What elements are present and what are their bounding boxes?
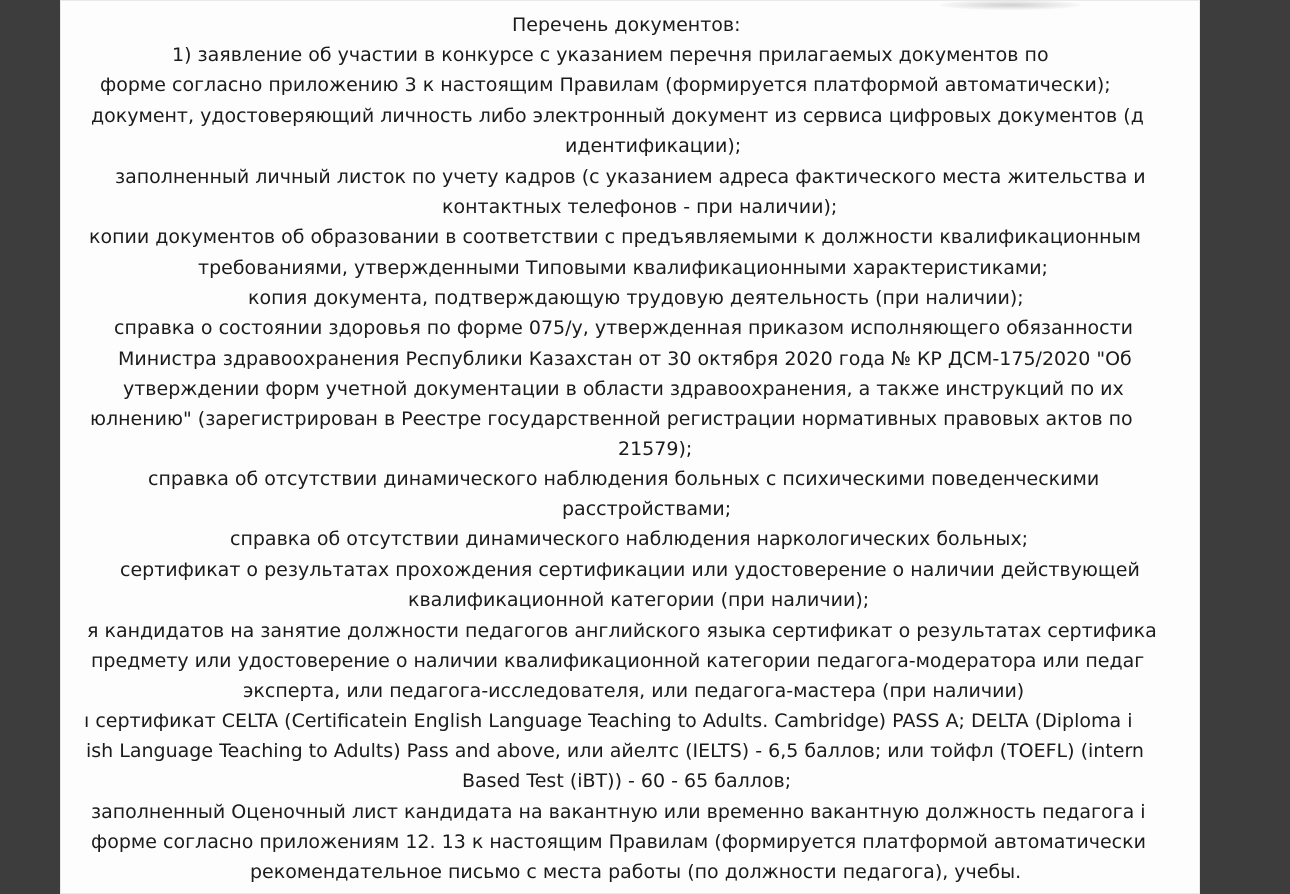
document-line: справка об отсутствии динамического наблюдения больных с психическими поведенческими [148, 468, 1100, 490]
document-line: предмету или удостоверение о наличии квалификационной категории педагога-модератора или педаг [91, 650, 1145, 672]
document-line: заполненный Оценочный лист кандидата на вакантную или временно вакантную должность педагога і [91, 801, 1146, 823]
document-line: Based Test (iBT)) - 60 - 65 баллов; [462, 770, 792, 792]
document-line: ish Language Teaching to Adults) Pass and above, или айелтс (IELTS) - 6,5 баллов; или тойфл (TOEFL) (intern [86, 740, 1144, 762]
document-line: 1) заявление об участии в конкурсе с указанием перечня прилагаемых документов по [172, 44, 1049, 66]
document-line: справка о состоянии здоровья по форме 075/у, утвержденная приказом исполняющего обязанности [114, 317, 1133, 339]
document-line: рекомендательное письмо с места работы (по должности педагога), учебы. [250, 861, 1022, 883]
document-line: контактных телефонов - при наличии); [442, 196, 838, 218]
document-line: форме согласно приложению 3 к настоящим Правилам (формируется платформой автоматически); [100, 74, 1111, 96]
document-line: заполненный личный листок по учету кадров (с указанием адреса фактического места жительства и [115, 166, 1146, 188]
document-line: юлнению" (зарегистрирован в Реестре государственной регистрации нормативных правовых актов по [90, 408, 1133, 430]
document-line: документ, удостоверяющий личность либо электронный документ из сервиса цифровых документов (д [91, 105, 1144, 127]
document-line: утверждении форм учетной документации в области здравоохранения, а также инструкций по их [123, 378, 1124, 400]
document-line: расстройствами; [562, 498, 732, 520]
document-line: эксперта, или педагога-исследователя, или педагога-мастера (при наличии) [243, 680, 1025, 702]
document-line: квалификационной категории (при наличии); [408, 589, 870, 611]
document-line: сертификат о результатах прохождения сертификации или удостоверение о наличии действующей [120, 559, 1140, 581]
document-line: я кандидатов на занятие должности педагогов английского языка сертификат о результатах сертифика [87, 620, 1157, 642]
document-line: Министра здравоохранения Республики Казахстан от 30 октября 2020 года № КР ДСМ-175/2020 "Об [118, 348, 1132, 370]
document-line: идентификации); [565, 135, 742, 157]
document-heading: Перечень документов: [512, 14, 741, 36]
document-line: требованиями, утвержденными Типовыми квалификационными характеристиками; [198, 257, 1048, 279]
document-line: 21579); [618, 438, 693, 460]
document-line: копии документов об образовании в соответствии с предъявляемыми к должности квалификационным [89, 226, 1141, 248]
document-line: форме согласно приложениям 12. 13 к настоящим Правилам (формируется платформой автоматически [91, 831, 1146, 853]
document-line: копия документа, подтверждающую трудовую деятельность (при наличии); [248, 287, 1024, 309]
document-line: справка об отсутствии динамического наблюдения наркологических больных; [230, 528, 1029, 550]
document-page [60, 0, 1200, 894]
document-line: ı сертификат CELTA (Certificatein English Language Teaching to Adults. Cambridge) PASS A; DELTA (Diploma i [84, 710, 1133, 732]
scan-smudge [940, 0, 1080, 10]
